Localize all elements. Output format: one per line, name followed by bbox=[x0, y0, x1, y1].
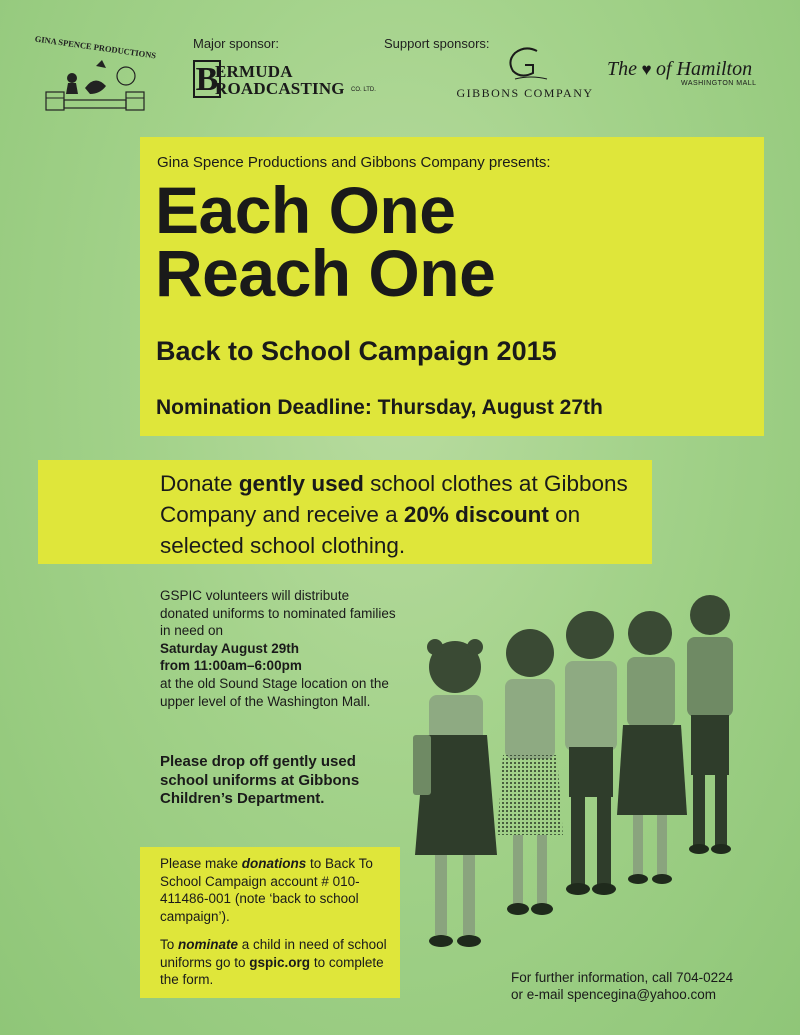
hamilton-logo-suffix: of Hamilton bbox=[656, 58, 753, 80]
distribution-line1: GSPIC volunteers will distribute donated uniforms to nominated families in need on bbox=[160, 588, 396, 639]
headline-line2: Reach One bbox=[155, 236, 496, 310]
gibbons-g-mark-icon bbox=[495, 45, 555, 81]
headline-line1: Each One bbox=[155, 173, 456, 247]
distribution-info bbox=[160, 587, 400, 710]
distribution-date: Saturday August 29th bbox=[160, 640, 300, 656]
headline bbox=[155, 173, 496, 310]
gibbons-logo-name: GIBBONS COMPANY bbox=[456, 86, 594, 100]
heart-icon: ♥ bbox=[641, 60, 652, 79]
schoolchildren-photo bbox=[405, 585, 775, 975]
major-sponsor-label: Major sponsor: bbox=[193, 36, 279, 51]
bermuda-logo-b-mark: B bbox=[193, 60, 221, 98]
donate-text: Donate gently used school clothes at Gibbons Company and receive a 20% discount on selected school clothing. bbox=[160, 471, 628, 558]
gsp-logo-text: GINA SPENCE PRODUCTIONS bbox=[34, 33, 157, 61]
donate-box bbox=[38, 460, 652, 564]
hamilton-logo-sub: WASHINGTON MALL bbox=[681, 80, 757, 87]
dropoff-instructions: Please drop off gently used school uniforms at Gibbons Children’s Department. bbox=[160, 753, 360, 808]
bermuda-logo-line2: ROADCASTING bbox=[215, 79, 345, 98]
heart-of-hamilton-logo bbox=[607, 58, 777, 87]
contact-phone: For further information, call 704-0224 bbox=[511, 970, 734, 985]
support-sponsors-label: Support sponsors: bbox=[384, 36, 490, 51]
gibbons-company-logo bbox=[445, 45, 605, 105]
bermuda-logo-suffix: CO. LTD. bbox=[351, 87, 376, 93]
bermuda-broadcasting-logo bbox=[193, 60, 393, 100]
gina-spence-productions-logo bbox=[34, 33, 157, 116]
contact-info bbox=[511, 969, 781, 1003]
nomination-instructions: To nominate a child in need of school uniforms go to gspic.org to complete the form. bbox=[160, 937, 387, 988]
subheadline: Back to School Campaign 2015 bbox=[156, 336, 557, 366]
distribution-time: from 11:00am–6:00pm bbox=[160, 658, 302, 674]
distribution-location: at the old Sound Stage location on the upper level of the Washington Mall. bbox=[160, 675, 389, 709]
gspic-link[interactable]: gspic.org bbox=[249, 954, 311, 970]
nomination-deadline: Nomination Deadline: Thursday, August 27th bbox=[156, 396, 603, 419]
bermuda-logo-line1: ERMUDA bbox=[215, 62, 293, 81]
contact-email: or e-mail spencegina@yahoo.com bbox=[511, 987, 717, 1002]
presents-line: Gina Spence Productions and Gibbons Company presents: bbox=[157, 154, 551, 171]
donation-nomination-box bbox=[140, 847, 400, 998]
title-box bbox=[140, 137, 764, 436]
donation-instructions: Please make donations to Back To School Campaign account # 010-411486-001 (note ‘back to school campaign’). bbox=[160, 856, 373, 924]
hamilton-logo-prefix: The bbox=[607, 58, 637, 80]
